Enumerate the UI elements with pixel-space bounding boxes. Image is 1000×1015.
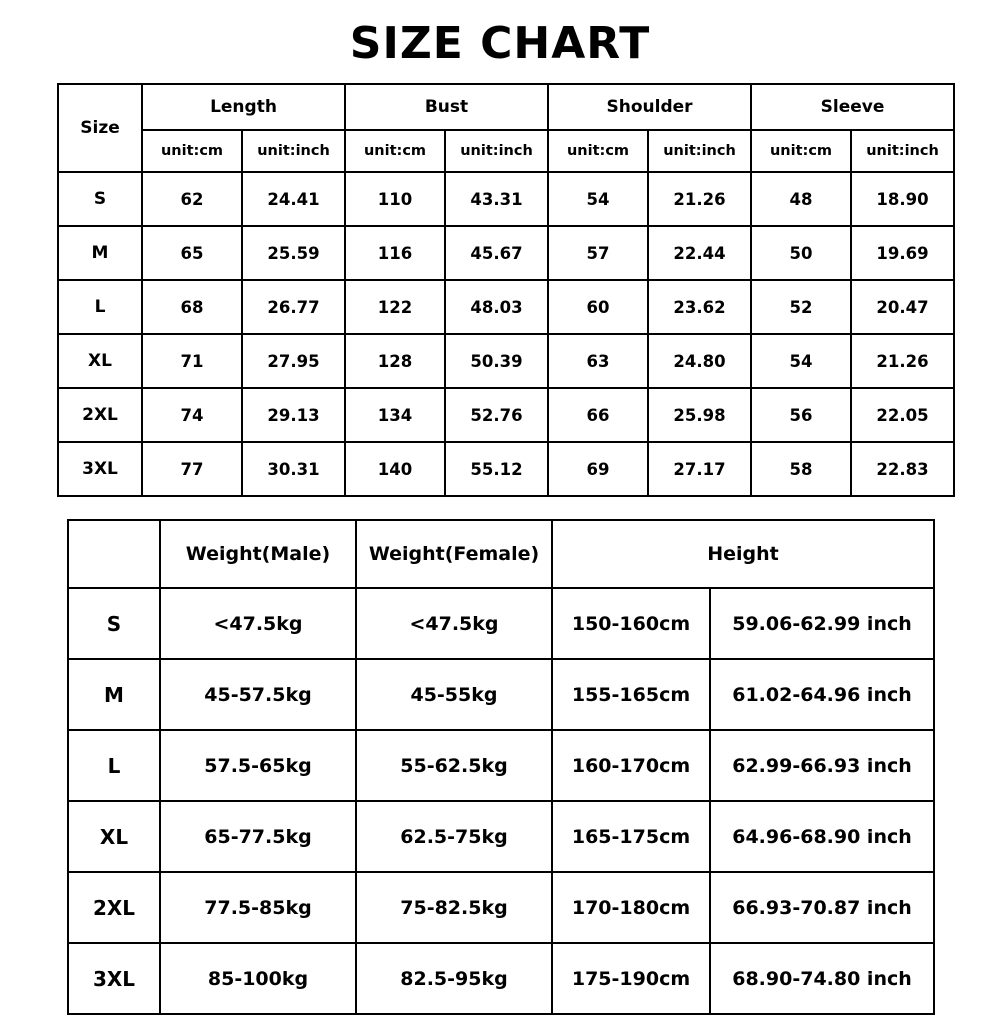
- cell-length-inch: 25.59: [242, 226, 345, 280]
- cell-sleeve-cm: 52: [751, 280, 851, 334]
- header-group-length: Length: [142, 84, 345, 130]
- table-row: [58, 442, 954, 496]
- cell-weight-male: 45-57.5kg: [160, 659, 356, 730]
- cell-bust-inch: 52.76: [445, 388, 548, 442]
- cell-bust-inch: 45.67: [445, 226, 548, 280]
- cell-height-inch: 62.99-66.93 inch: [710, 730, 934, 801]
- header-sleeve-inch: unit:inch: [851, 130, 954, 172]
- table-row: [58, 280, 954, 334]
- header-weight-female: Weight(Female): [356, 520, 552, 588]
- row-size: L: [58, 280, 142, 334]
- cell-sleeve-cm: 50: [751, 226, 851, 280]
- header-shoulder-inch: unit:inch: [648, 130, 751, 172]
- row-size: 3XL: [58, 442, 142, 496]
- row-size: 2XL: [58, 388, 142, 442]
- cell-height-inch: 64.96-68.90 inch: [710, 801, 934, 872]
- cell-shoulder-cm: 57: [548, 226, 648, 280]
- measurements-table-wrapper: [57, 83, 943, 497]
- cell-length-cm: 68: [142, 280, 242, 334]
- cell-bust-inch: 43.31: [445, 172, 548, 226]
- table-row: [58, 334, 954, 388]
- cell-bust-cm: 134: [345, 388, 445, 442]
- cell-shoulder-inch: 21.26: [648, 172, 751, 226]
- cell-length-inch: 29.13: [242, 388, 345, 442]
- row-size: M: [68, 659, 160, 730]
- row-size: 2XL: [68, 872, 160, 943]
- row-size: M: [58, 226, 142, 280]
- cell-bust-inch: 55.12: [445, 442, 548, 496]
- cell-weight-female: 82.5-95kg: [356, 943, 552, 1014]
- cell-height-inch: 61.02-64.96 inch: [710, 659, 934, 730]
- header-group-sleeve: Sleeve: [751, 84, 954, 130]
- cell-weight-female: 45-55kg: [356, 659, 552, 730]
- cell-sleeve-cm: 56: [751, 388, 851, 442]
- cell-length-inch: 24.41: [242, 172, 345, 226]
- cell-shoulder-cm: 54: [548, 172, 648, 226]
- cell-length-cm: 77: [142, 442, 242, 496]
- cell-shoulder-inch: 24.80: [648, 334, 751, 388]
- cell-shoulder-cm: 60: [548, 280, 648, 334]
- cell-height-cm: 170-180cm: [552, 872, 710, 943]
- cell-bust-cm: 128: [345, 334, 445, 388]
- cell-weight-male: 77.5-85kg: [160, 872, 356, 943]
- header-length-inch: unit:inch: [242, 130, 345, 172]
- table-row: [68, 659, 934, 730]
- cell-weight-female: 75-82.5kg: [356, 872, 552, 943]
- header-height: Height: [552, 520, 934, 588]
- table-header-groups: [58, 84, 954, 130]
- table-row: [68, 588, 934, 659]
- cell-sleeve-cm: 54: [751, 334, 851, 388]
- row-size: S: [58, 172, 142, 226]
- cell-height-cm: 165-175cm: [552, 801, 710, 872]
- weight-height-table-wrapper: [67, 519, 933, 1015]
- cell-sleeve-cm: 48: [751, 172, 851, 226]
- cell-weight-male: <47.5kg: [160, 588, 356, 659]
- cell-height-cm: 150-160cm: [552, 588, 710, 659]
- cell-weight-male: 85-100kg: [160, 943, 356, 1014]
- cell-height-cm: 160-170cm: [552, 730, 710, 801]
- header-shoulder-cm: unit:cm: [548, 130, 648, 172]
- measurements-table: [57, 83, 955, 497]
- cell-height-inch: 66.93-70.87 inch: [710, 872, 934, 943]
- cell-height-inch: 59.06-62.99 inch: [710, 588, 934, 659]
- cell-sleeve-cm: 58: [751, 442, 851, 496]
- cell-height-inch: 68.90-74.80 inch: [710, 943, 934, 1014]
- header-bust-cm: unit:cm: [345, 130, 445, 172]
- cell-length-inch: 26.77: [242, 280, 345, 334]
- cell-sleeve-inch: 20.47: [851, 280, 954, 334]
- table-row: [68, 801, 934, 872]
- header-group-shoulder: Shoulder: [548, 84, 751, 130]
- cell-bust-cm: 110: [345, 172, 445, 226]
- table-row: [68, 943, 934, 1014]
- cell-length-cm: 62: [142, 172, 242, 226]
- cell-length-inch: 27.95: [242, 334, 345, 388]
- cell-shoulder-inch: 23.62: [648, 280, 751, 334]
- cell-bust-cm: 116: [345, 226, 445, 280]
- cell-bust-inch: 48.03: [445, 280, 548, 334]
- cell-sleeve-inch: 22.05: [851, 388, 954, 442]
- cell-length-cm: 65: [142, 226, 242, 280]
- header-bust-inch: unit:inch: [445, 130, 548, 172]
- cell-sleeve-inch: 21.26: [851, 334, 954, 388]
- cell-bust-inch: 50.39: [445, 334, 548, 388]
- cell-weight-male: 57.5-65kg: [160, 730, 356, 801]
- cell-length-cm: 71: [142, 334, 242, 388]
- table-row: [58, 226, 954, 280]
- cell-sleeve-inch: 18.90: [851, 172, 954, 226]
- cell-weight-female: <47.5kg: [356, 588, 552, 659]
- table-row: [58, 172, 954, 226]
- cell-height-cm: 175-190cm: [552, 943, 710, 1014]
- cell-bust-cm: 122: [345, 280, 445, 334]
- table-row: [68, 872, 934, 943]
- header-weight-male: Weight(Male): [160, 520, 356, 588]
- cell-length-cm: 74: [142, 388, 242, 442]
- cell-weight-female: 55-62.5kg: [356, 730, 552, 801]
- table-row: [68, 730, 934, 801]
- cell-shoulder-inch: 25.98: [648, 388, 751, 442]
- header-size: Size: [58, 84, 142, 172]
- page-title: SIZE CHART: [349, 18, 651, 69]
- cell-weight-female: 62.5-75kg: [356, 801, 552, 872]
- cell-bust-cm: 140: [345, 442, 445, 496]
- cell-weight-male: 65-77.5kg: [160, 801, 356, 872]
- row-size: XL: [68, 801, 160, 872]
- cell-length-inch: 30.31: [242, 442, 345, 496]
- cell-height-cm: 155-165cm: [552, 659, 710, 730]
- cell-sleeve-inch: 22.83: [851, 442, 954, 496]
- row-size: L: [68, 730, 160, 801]
- table-header-row: [68, 520, 934, 588]
- row-size: 3XL: [68, 943, 160, 1014]
- weight-height-table: [67, 519, 935, 1015]
- header-group-bust: Bust: [345, 84, 548, 130]
- row-size: XL: [58, 334, 142, 388]
- header-sleeve-cm: unit:cm: [751, 130, 851, 172]
- cell-shoulder-cm: 69: [548, 442, 648, 496]
- table-row: [58, 388, 954, 442]
- cell-shoulder-cm: 63: [548, 334, 648, 388]
- row-size: S: [68, 588, 160, 659]
- cell-sleeve-inch: 19.69: [851, 226, 954, 280]
- header-corner-blank: [68, 520, 160, 588]
- cell-shoulder-inch: 22.44: [648, 226, 751, 280]
- cell-shoulder-inch: 27.17: [648, 442, 751, 496]
- table-header-units: [58, 130, 954, 172]
- cell-shoulder-cm: 66: [548, 388, 648, 442]
- header-length-cm: unit:cm: [142, 130, 242, 172]
